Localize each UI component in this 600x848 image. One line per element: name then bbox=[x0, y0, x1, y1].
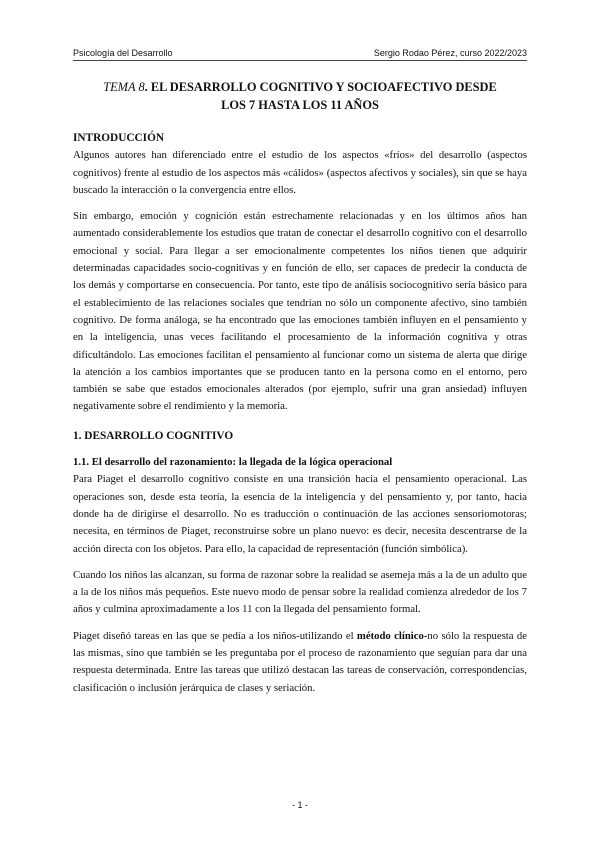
intro-heading: INTRODUCCIÓN bbox=[73, 132, 165, 144]
section1-paragraph-3 bbox=[73, 628, 527, 697]
metodo-clinico-bold: método clínico- bbox=[356, 629, 428, 642]
p3-part-b: no sólo la respuesta de las mismas, sino que también se les preguntaba por el proceso de razonamiento que seguían para dar una respuesta determinada. Entre las tareas que utilizó destacan las tareas de conservación, correspondencias, clasificación o inclusión jerárquica de clases y seriación. bbox=[73, 629, 527, 694]
title-text: . EL DESARROLLO COGNITIVO Y SOCIOAFECTIVO DESDE bbox=[144, 80, 497, 94]
section1-paragraph-2: Cuando los niños las alcanzan, su forma de razonar sobre la realidad se asemeja más a la de un adulto que a la de los niños más pequeños. Este nuevo modo de pensar sobre la realidad comienza alrededor de los 7 años y culmina aproximadamente a los 11 con la llegada del pensamiento formal. bbox=[73, 568, 527, 616]
section1-subheading: 1.1. El desarrollo del razonamiento: la llegada de la lógica operacional bbox=[73, 456, 393, 469]
section1-heading: 1. DESARROLLO COGNITIVO bbox=[73, 429, 234, 442]
header-author: Sergio Rodao Pérez, curso 2022/2023 bbox=[373, 48, 527, 58]
intro-paragraph-2: Sin embargo, emoción y cognición están estrechamente relacionadas y en los últimos años han aumentado considerablemente los estudios que tratan de conectar el desarrollo cognitivo con el desarrollo emocional y social. Para llegar a ser emocionalmente competentes los niños tienen que adquirir determinadas capacidades socio-cognitivas y en función de ello, ser capaces de predecir la conducta de los demás y comportarse en consecuencia. Por tanto, este tipo de análisis sociocognitivo sería básico para el establecimiento de las relaciones sociales que tendrían no sólo un componente afectivo, sino también cognitivo. De forma análoga, se ha encontrado que las emociones también influyen en el pensamiento y en la inteligencia, unas veces facilitando el procesamiento de la información cognitiva y otras dificultándolo. Las emociones facilitan el pensamiento al funcionar como un sistema de alerta que dirige la atención a los cambios importantes que se producen tanto en la persona como en el entorno, pero también se sabe que estados emocionales alterados (por ejemplo, sufrir una gran ansiedad) influyen negativamente sobre el rendimiento y la memoria. bbox=[73, 210, 527, 413]
page-header bbox=[73, 44, 527, 61]
document-body bbox=[73, 130, 527, 697]
title-tema: TEMA 8 bbox=[103, 80, 145, 94]
p3-part-a: Piaget diseñó tareas en las que se pedía a los niños-utilizando el bbox=[73, 629, 357, 642]
section1-paragraph-1: Para Piaget el desarrollo cognitivo consiste en una transición hacia el pensamiento operacional. Las operaciones son, desde esta teoría, la esencia de la inteligencia y del pensamiento y, por tanto, hacia donde ha de dirigirse el desarrollo. No es traducción o continuación de las acciones sensoriomotoras; necesita, en términos de Piaget, reconstruirse sobre un plano nuevo: es decir, necesita descentrarse de la acción directa con los objetos. Para ello, la capacidad de representación (función simbólica). bbox=[73, 473, 527, 555]
title-line2: LOS 7 HASTA LOS 11 AÑOS bbox=[221, 98, 379, 112]
intro-paragraph-1: Algunos autores han diferenciado entre el estudio de los aspectos «fríos» del desarrollo (aspectos cognitivos) frente al estudio de los aspectos más «cálidos» (aspectos afectivos y sociales), sin que se haya buscado la interacción o la convergencia entre ellos. bbox=[73, 149, 527, 196]
header-course: Psicología del Desarrollo bbox=[73, 48, 173, 58]
page-number: - 1 - bbox=[291, 800, 308, 810]
document-title bbox=[73, 78, 527, 114]
